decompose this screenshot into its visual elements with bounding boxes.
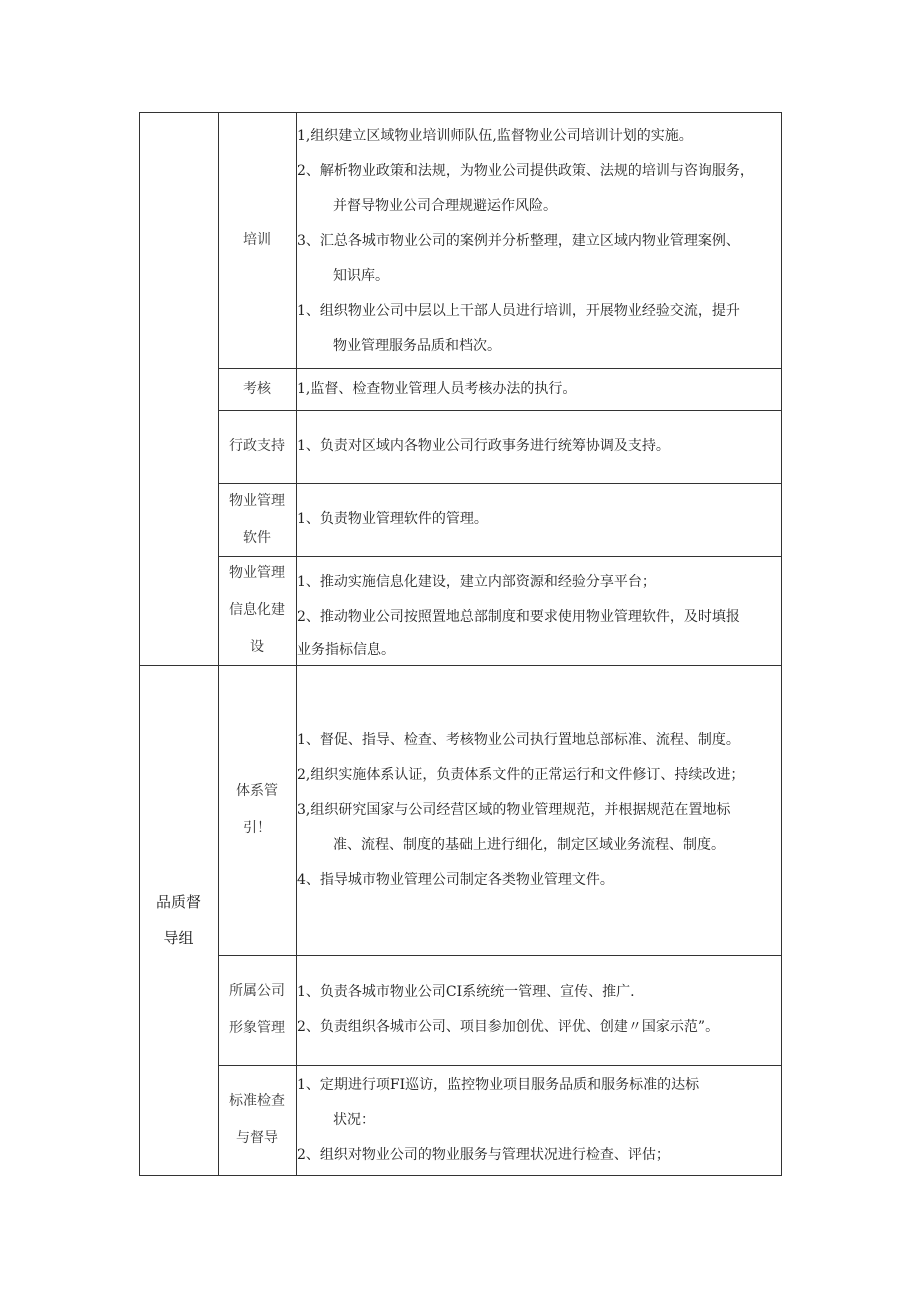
row-label-cell <box>218 1065 296 1175</box>
row-label-standard-inspection: 标准检查与督导 <box>229 1093 285 1146</box>
list-item: 1、推动实施信息化建设，建立内部资源和经验分享平台； <box>297 573 656 590</box>
list-item: 2、组织对物业公司的物业服务与管理状况进行检查、评估； <box>297 1146 670 1163</box>
list-item: 1、负责对区域内各物业公司行政事务进行统筹协调及支持。 <box>297 438 670 454</box>
row-content-assessment <box>297 368 782 410</box>
row-content-admin-support <box>297 410 782 483</box>
list-item: 3,组织研究国家与公司经营区域的物业管理规范，并根据规范在置地标 <box>297 801 731 818</box>
row-content-informatization <box>297 564 782 665</box>
list-item: 2、解析物业政策和法规，为物业公司提供政策、法规的培训与咨询服务， <box>297 162 754 179</box>
row-label-training: 培训 <box>243 231 271 248</box>
list-item-continuation: 并督导物业公司合理规避运作风险。 <box>333 197 557 214</box>
row-content-training <box>297 116 782 366</box>
list-item: 1,监督、检查物业管理人员考核办法的执行。 <box>297 380 577 397</box>
list-item: 1、负责各城市物业公司CI系统统一管理、宣传、推广. <box>297 984 635 1000</box>
list-item: 2、负责组织各城市公司、项目参加创优、评优、创建〃国家示范”。 <box>297 1019 720 1035</box>
list-item: 2,组织实施体系认证，负责体系文件的正常运行和文件修订、持续改进； <box>297 766 745 783</box>
list-item-continuation: 知识库。 <box>333 267 389 284</box>
table-border-bottom <box>139 1175 782 1176</box>
row-label-assessment: 考核 <box>243 380 271 397</box>
row-label-cell <box>218 955 296 1065</box>
list-item-continuation: 物业管理服务品质和档次。 <box>333 337 501 354</box>
group-name-quality: 品质督导组 <box>155 893 201 947</box>
row-content-software <box>297 483 782 556</box>
list-item: 3、汇总各城市物业公司的案例并分析整理，建立区域内物业管理案例、 <box>297 232 740 249</box>
list-item: 1,组织建立区域物业培训师队伍,监督物业公司培训计划的实施。 <box>297 127 693 144</box>
row-label-admin-support: 行政支持 <box>229 438 285 454</box>
list-item: 1、督促、指导、检查、考核物业公司执行置地总部标准、流程、制度。 <box>297 731 740 748</box>
responsibility-table <box>139 112 782 1176</box>
row-label-cell <box>218 665 296 955</box>
list-item-continuation: 状况： <box>333 1111 375 1128</box>
list-item-continuation: 业务指标信息。 <box>297 641 395 658</box>
row-divider <box>218 556 782 557</box>
list-item: 2、推动物业公司按照置地总部制度和要求使用物业管理软件，及时填报 <box>297 608 740 625</box>
row-label-cell <box>218 112 296 368</box>
row-content-image-management <box>297 955 782 1065</box>
row-label-image-management: 所属公司形象管理 <box>229 983 285 1036</box>
list-item: 1、负责物业管理软件的管理。 <box>297 511 488 527</box>
list-item: 1、定期进行项FI巡访，监控物业项目服务品质和服务标准的达标 <box>297 1076 700 1093</box>
row-label-cell <box>218 483 296 556</box>
list-item: 4、指导城市物业管理公司制定各类物业管理文件。 <box>297 871 614 888</box>
row-label-software: 物业管理软件 <box>229 492 285 546</box>
list-item: 1、组织物业公司中层以上干部人员进行培训，开展物业经验交流，提升 <box>297 302 740 319</box>
row-label-system: 体系管引！ <box>236 783 278 836</box>
group-name-cell <box>139 665 218 1175</box>
row-label-cell <box>218 368 296 410</box>
row-content-system <box>297 665 782 955</box>
row-content-standard-inspection <box>297 1065 782 1175</box>
list-item-continuation: 准、流程、制度的基础上进行细化，制定区域业务流程、制度。 <box>333 836 725 853</box>
row-label-cell <box>218 410 296 483</box>
row-label-cell <box>218 556 296 665</box>
row-label-informatization: 物业管理信息化建设 <box>229 565 285 655</box>
group-name-cell <box>139 112 218 665</box>
